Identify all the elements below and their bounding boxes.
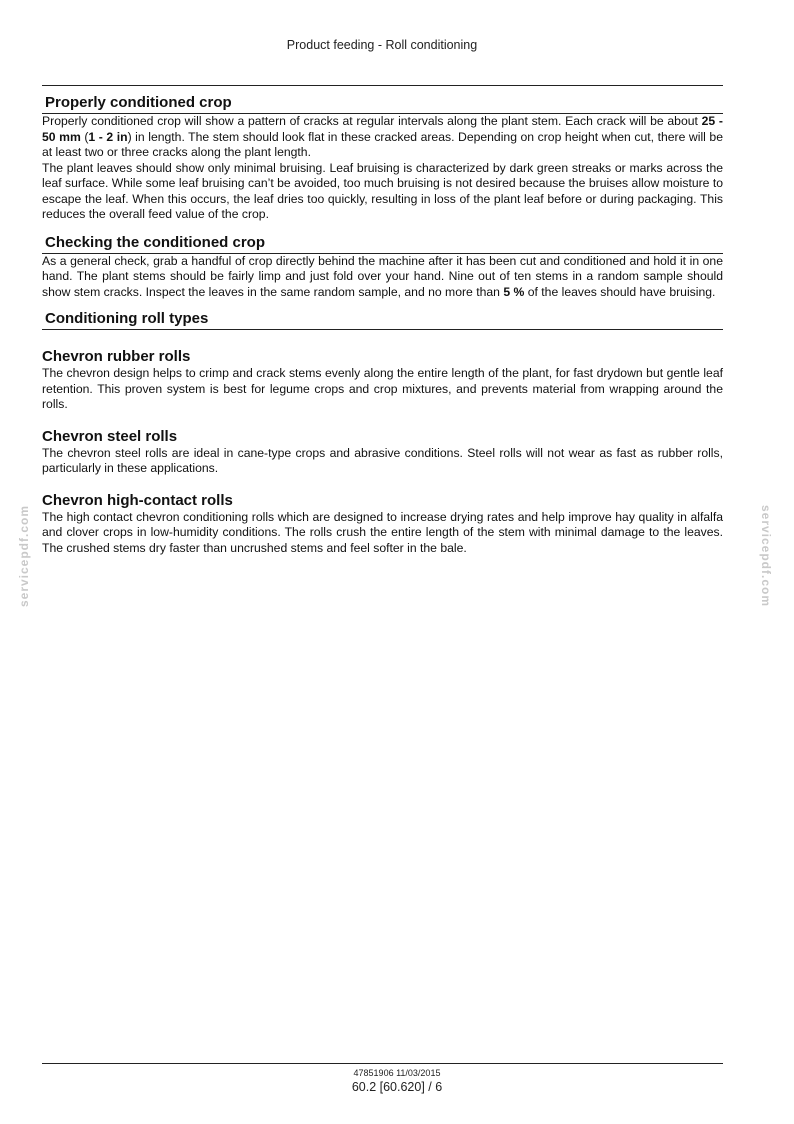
paragraph-crack-pattern (42, 114, 723, 161)
text: ( (80, 129, 89, 144)
section-heading-roll-types: Conditioning roll types (42, 309, 723, 330)
text: Properly conditioned crop will show a pattern of cracks at regular intervals along the plant stem. Each crack will be about (42, 114, 702, 128)
footer-divider (42, 1063, 723, 1064)
watermark-left: servicepdf.com (17, 504, 31, 608)
section-heading-properly-conditioned: Properly conditioned crop (42, 93, 723, 114)
document-code: 47851906 11/03/2015 (353, 1068, 441, 1078)
subheading-chevron-high-contact: Chevron high-contact rolls (42, 491, 233, 509)
paragraph-chevron-steel: The chevron steel rolls are ideal in cane-type crops and abrasive conditions. Steel rolls will not wear as fast as rubber rolls, particularly in these applications. (42, 445, 723, 475)
paragraph-chevron-rubber: The chevron design helps to crimp and crack stems evenly along the entire length of the plant, for fast drydown but gentle leaf retention. This proven system is best for legume crops and crop mixtures, and prevents material from wrapping around the rolls. (42, 366, 723, 411)
crack-length-metric: 25 - 50 mm (42, 114, 723, 144)
section-heading-checking-crop: Checking the conditioned crop (42, 233, 723, 254)
text: As a general check, grab a handful of crop directly behind the machine after it has been cut and conditioned and hold it in one hand. The plant stems should be fairly limp and just fold over your hand. Nine out of ten stems in a random sample should show stem cracks. Inspect the leaves in the same random sample, and no more than (42, 253, 723, 299)
page-number: 60.2 [60.620] / 6 (351, 1080, 443, 1094)
paragraph-general-check (42, 254, 723, 301)
crack-length-imperial: 1 - 2 in (88, 129, 128, 144)
text: of the leaves should have bruising. (524, 284, 716, 299)
running-header: Product feeding - Roll conditioning (286, 38, 478, 52)
text: ) in length. The stem should look flat in these cracked areas. Depending on crop height when cut, there will be at least two or three cracks along the plant length. (42, 129, 723, 159)
paragraph-chevron-high-contact: The high contact chevron conditioning rolls which are designed to increase drying rates and help improve hay quality in alfalfa and clover crops in low-humidity conditions. The rolls crush the entire length of the stem with minimal damage to the leaves. The crushed stems dry faster than uncrushed stems and feel softer in the bale. (42, 509, 723, 555)
watermark-right: servicepdf.com (759, 504, 773, 608)
bruising-limit: 5 % (503, 284, 525, 299)
subheading-chevron-steel: Chevron steel rolls (42, 427, 178, 445)
page-content (42, 93, 723, 556)
subheading-chevron-rubber: Chevron rubber rolls (42, 348, 191, 365)
paragraph-leaf-bruising: The plant leaves should show only minimal bruising. Leaf bruising is characterized by dark green streaks or marks across the leaf surface. While some leaf bruising can’t be avoided, too much bruising is not desired because the bruises allow moisture to escape the leaf. When this occurs, the leaf dries too quickly, resulting in loss of the plant leaf before or during packaging. This reduces the overall feed value of the crop. (42, 160, 723, 221)
header-divider (42, 85, 723, 86)
